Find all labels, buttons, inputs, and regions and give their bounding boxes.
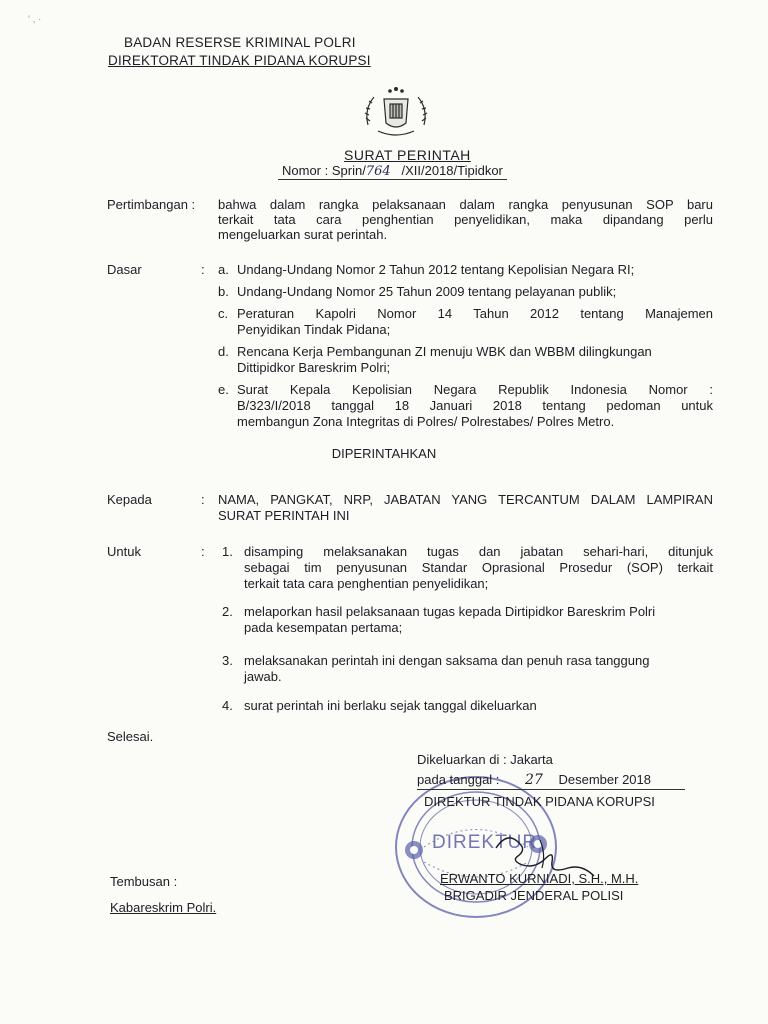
untuk-item-mark: 1.: [222, 544, 233, 559]
untuk-item-mark: 3.: [222, 653, 233, 668]
untuk-item-line: sebagai tim penyusunan Standar Oprasional Prosedur (SOP) terkait: [244, 560, 713, 575]
dasar-item-line: Rencana Kerja Pembangunan ZI menuju WBK dan WBBM dilingkungan: [237, 344, 652, 359]
date-day: 27: [525, 772, 543, 788]
date-month-year: Desember 2018: [558, 772, 651, 787]
untuk-item-line: disamping melaksanakan tugas dan jabatan sehari-hari, ditunjuk: [244, 544, 713, 559]
dasar-colon: :: [201, 262, 205, 277]
untuk-item: [244, 604, 713, 636]
kepada-text: [218, 492, 713, 524]
number-handwritten: 764: [365, 164, 391, 179]
dasar-item: Undang-Undang Nomor 2 Tahun 2012 tentang Kepolisian Negara RI;: [237, 262, 635, 277]
untuk-label: Untuk: [107, 544, 141, 559]
corner-mark: ‘ ‚ ·: [28, 14, 42, 25]
dasar-item-line: B/323/I/2018 tanggal 18 Januari 2018 tentang pedoman untuk: [237, 398, 713, 413]
untuk-item-mark: 2.: [222, 604, 233, 619]
number-suffix: /XII/2018/Tipidkor: [401, 163, 503, 178]
signatory-position: DIREKTUR TINDAK PIDANA KORUPSI: [424, 794, 655, 809]
dasar-item-line: membangun Zona Integritas di Polres/ Polrestabes/ Polres Metro.: [237, 414, 615, 429]
untuk-colon: :: [201, 544, 205, 559]
untuk-item-line: terkait tata cara penghentian penyelidikan;: [244, 576, 489, 591]
directorate-name: DIREKTORAT TINDAK PIDANA KORUPSI: [108, 53, 371, 68]
document-title: SURAT PERINTAH: [344, 147, 471, 163]
dasar-item-mark: b.: [218, 284, 229, 299]
dasar-item: [237, 306, 713, 338]
kepada-colon: :: [201, 492, 205, 507]
untuk-item: [244, 544, 713, 592]
diperintahkan-heading: DIPERINTAHKAN: [331, 446, 437, 461]
date-prefix: pada tanggal :: [417, 772, 500, 787]
tembusan-item: Kabareskrim Polri.: [110, 900, 217, 915]
dasar-item-line: Penyidikan Tindak Pidana;: [237, 322, 391, 337]
date-rule: [417, 789, 685, 790]
untuk-item: [244, 653, 713, 685]
dasar-item: [237, 344, 713, 376]
untuk-item-line: jawab.: [244, 669, 282, 684]
pertimbangan-line: bahwa dalam rangka pelaksanaan dalam rangka penyusunan SOP baru: [218, 197, 713, 212]
number-prefix: Nomor : Sprin/: [282, 163, 366, 178]
issued-place: Dikeluarkan di : Jakarta: [417, 752, 553, 767]
dasar-item-mark: d.: [218, 344, 229, 359]
pertimbangan-text: [218, 197, 713, 242]
document-number: [278, 163, 507, 180]
agency-name: BADAN RESERSE KRIMINAL POLRI: [124, 35, 356, 50]
dasar-item: Undang-Undang Nomor 25 Tahun 2009 tentang pelayanan publik;: [237, 284, 617, 299]
tembusan-label: Tembusan :: [110, 874, 178, 889]
closing-word: Selesai.: [107, 729, 154, 744]
signatory-name: ERWANTO KURNIADI, S.H., M.H.: [440, 871, 639, 886]
pertimbangan-line: terkait tata cara penghentian penyelidikan, maka dipandang perlu: [218, 212, 713, 227]
signatory-rank: BRIGADIR JENDERAL POLISI: [444, 888, 624, 903]
untuk-item-line: pada kesempatan pertama;: [244, 620, 403, 635]
pertimbangan-label: Pertimbangan :: [107, 197, 196, 212]
police-emblem-icon: [360, 85, 432, 141]
dasar-item-line: Peraturan Kapolri Nomor 14 Tahun 2012 tentang Manajemen: [237, 306, 713, 321]
kepada-line: SURAT PERINTAH INI: [218, 508, 350, 523]
untuk-item-line: melaksanakan perintah ini dengan saksama dan penuh rasa tanggung: [244, 653, 650, 668]
dasar-item-mark: e.: [218, 382, 229, 397]
dasar-label: Dasar: [107, 262, 142, 277]
untuk-item-line: melaporkan hasil pelaksanaan tugas kepada Dirtipidkor Bareskrim Polri: [244, 604, 656, 619]
dasar-item-mark: a.: [218, 262, 229, 277]
stamp-text: DIREKTUR: [432, 832, 538, 853]
kepada-line: NAMA, PANGKAT, NRP, JABATAN YANG TERCANTUM DALAM LAMPIRAN: [218, 492, 713, 507]
dasar-item-line: Surat Kepala Kepolisian Negara Republik Indonesia Nomor :: [237, 382, 713, 397]
kepada-label: Kepada: [107, 492, 152, 507]
pertimbangan-line: mengeluarkan surat perintah.: [218, 227, 388, 242]
issued-date: [417, 772, 651, 788]
dasar-item-mark: c.: [218, 306, 229, 321]
dasar-item: [237, 382, 713, 430]
dasar-item-line: Dittipidkor Bareskrim Polri;: [237, 360, 391, 375]
untuk-item: surat perintah ini berlaku sejak tanggal dikeluarkan: [244, 698, 537, 713]
untuk-item-mark: 4.: [222, 698, 233, 713]
